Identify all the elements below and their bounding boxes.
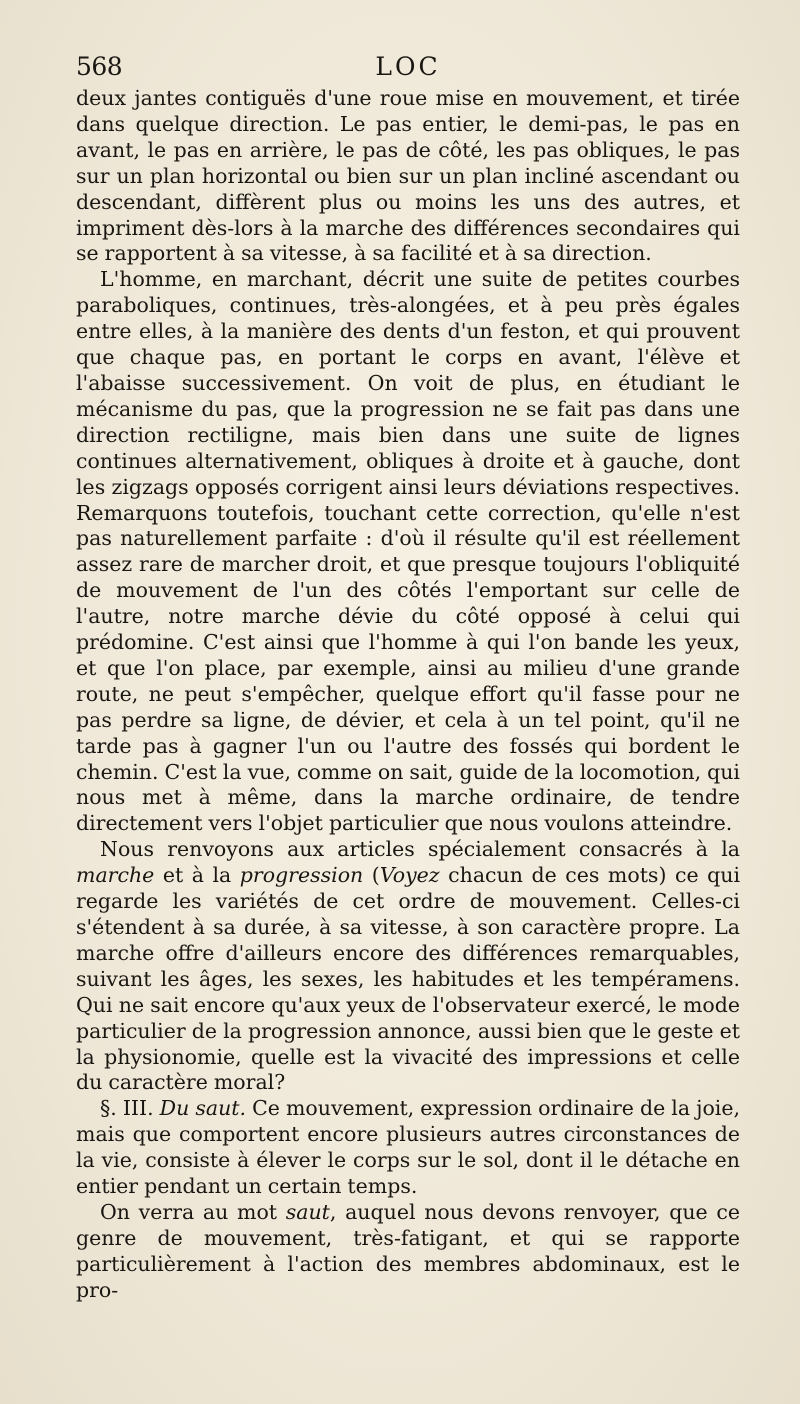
- text-segment: chacun de ces mots) ce qui regarde les variétés de cet ordre de mouvement. Celles-ci s'étendent à sa durée, à sa vitesse, à son caractère propre. La marche offre d'ailleurs encore des différences remarquables, suivant les âges, les sexes, les habitudes et les tempéramens. Qui ne sait encore qu'aux yeux de l'observateur exercé, le mode particulier de la progression annonce, aussi bien que le geste et la physionomie, quelle est la vivacité des impressions et celle du caractère moral?: [76, 863, 741, 1095]
- paragraph-p1: [76, 86, 740, 267]
- paragraph-p4: [76, 1096, 740, 1200]
- text-segment: Nous renvoyons aux articles spécialement consacrés à la: [100, 837, 740, 862]
- paragraph-p2: [76, 267, 740, 837]
- text-segment: §. III.: [100, 1096, 160, 1121]
- page-header: [76, 44, 740, 84]
- italic-term: Voyez: [379, 863, 440, 888]
- running-head: LOC: [375, 52, 441, 81]
- paragraph-p5: [76, 1200, 740, 1304]
- text-segment: (: [363, 863, 380, 888]
- italic-term: Du saut.: [159, 1096, 247, 1121]
- text-segment: L'homme, en marchant, décrit une suite de petites courbes paraboliques, continues, très-alongées, et à peu près égales entre elles, à la manière des dents d'un feston, et qui prouvent que chaque pas, en portant le corps en avant, l'élève et l'abaisse successivement. On voit de plus, en étudiant le mécanisme du pas, que la progression ne se fait pas dans une direction rectiligne, mais bien dans une suite de lignes continues alternativement, obliques à droite et à gauche, dont les zigzags opposés corrigent ainsi leurs déviations respectives. Remarquons toutefois, touchant cette correction, qu'elle n'est pas naturellement parfaite : d'où il résulte qu'il est réellement assez rare de marcher droit, et que presque toujours l'obliquité de mouvement de l'un des côtés l'emportant sur celle de l'autre, notre marche dévie du côté opposé à celui qui prédomine. C'est ainsi que l'homme à qui l'on bande les yeux, et que l'on place, par exemple, ainsi au milieu d'une grande route, ne peut s'empêcher, quelque effort qu'il fasse pour ne pas perdre sa ligne, de dévier, et cela à un tel point, qu'il ne tarde pas à gagner l'un ou l'autre des fossés qui bordent le chemin. C'est la vue, comme on sait, guide de la locomotion, qui nous met à même, dans la marche ordinaire, de tendre directement vers l'objet particulier que nous voulons atteindre.: [76, 267, 740, 836]
- italic-term: marche: [76, 863, 155, 888]
- italic-term: progression: [239, 863, 364, 888]
- text-segment: On verra au mot: [100, 1199, 286, 1224]
- italic-term: saut: [285, 1199, 330, 1224]
- paragraph-p3: [76, 837, 740, 1096]
- body-text: [76, 86, 740, 1304]
- text-segment: , auquel nous devons renvoyer, que ce genre de mouvement, très-fatigant, et qui se rapporte particulièrement à l'action des membres abdominaux, est le pro-: [76, 1199, 740, 1302]
- text-segment: et à la: [154, 863, 240, 888]
- page-number: 568: [76, 52, 123, 81]
- text-segment: deux jantes contiguës d'une roue mise en mouvement, et tirée dans quelque direction. Le pas entier, le demi-pas, le pas en avant, le pas en arrière, le pas de côté, les pas obliques, le pas sur un plan horizontal ou bien sur un plan incliné ascendant ou descendant, diffèrent plus ou moins les uns des autres, et impriment dès-lors à la marche des différences secondaires qui se rapportent à sa vitesse, à sa facilité et à sa direction.: [76, 86, 740, 266]
- text-segment: Ce mouvement, expression ordinaire de la joie, mais que comportent encore plusieurs autres circonstances de la vie, consiste à élever le corps sur le sol, dont il le détache en entier pendant un certain temps.: [76, 1096, 740, 1199]
